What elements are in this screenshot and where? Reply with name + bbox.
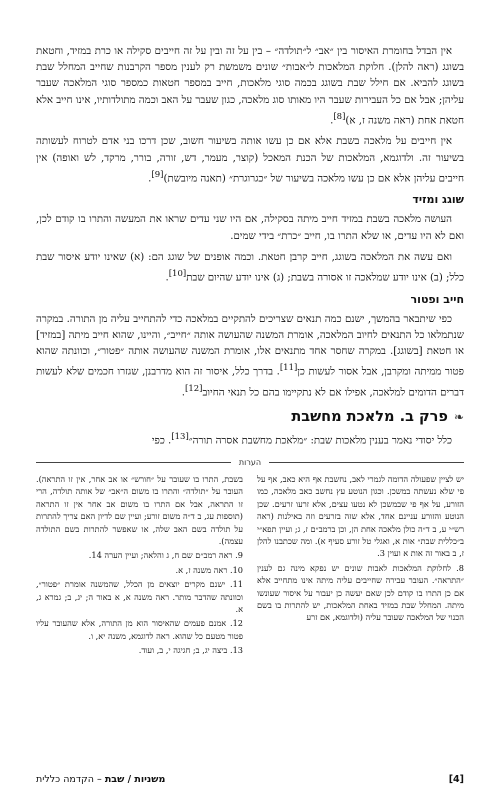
chapter-title: פרק ב. מלאכת מחשבת — [291, 409, 448, 426]
footnote-ref[interactable]: [11] — [279, 363, 298, 374]
page-number: [4] — [448, 774, 464, 785]
footnote-ref[interactable]: [10] — [168, 269, 187, 280]
body-paragraph-4: ואם עשה את המלאכה בשוגג, חייב קרבן חטאת. וכמה אופנים של שוגג הם: (א) שאינו יודע איסור שבת כלל; (ב) אינו יודע שמלאכה זו אסורה בשבת; (ג) אינו יודע שהיום שבת[10]. — [36, 251, 464, 284]
body-paragraph-3: העושה מלאכה בשבת במזיד חייב מיתה בסקילה, אם היו שני עדים שראו את המעשה והתרו בו קודם לכן, ואם לא היו עדים, או שלא התרו בו, חייב ״כרת״ בידי שמים. — [36, 214, 464, 242]
footnote-ref[interactable]: [13] — [171, 432, 189, 443]
paragraph-text: כפי שיתבאר בהמשך, ישנם כמה תנאים שצריכים להתקיים במלאכה כדי להתחייב עליה מן התורה. במקרה שנתמלאו כל התנאים לחיוב המלאכה, אומרת המשנה שהעושה אותה ״חייב״, והיינו, שהוא חייב מיתה [במזיד] או חטאת [בשוגג]. במקרה שחסר אחד מתנאים אלו, אומרת המשנה שהעושה אותה ״פטור״, וכוונתה שהוא פטור ממיתה ומקרבן, אבל אסור לעשות כן — [36, 313, 464, 378]
running-head — [36, 774, 165, 785]
chapter-heading — [36, 409, 464, 425]
footnote: 11. ישנם מקרים יוצאים מן הכלל, שהמשנה אומרת ״פטור״, וכוונתה שהדבר מותר. ראה משנה א, א באור ה; יג, ב; גמרא ג, א. — [36, 579, 243, 615]
page-footer — [36, 774, 464, 785]
paragraph-text: ואם עשה את המלאכה בשוגג, חייב קרבן חטאת. וכמה אופנים של שוגג הם: (א) שאינו יודע איסור שבת כלל; (ב) אינו יודע שמלאכה זו אסורה בשבת; (ג) אינו יודע שהיום שבת — [36, 251, 464, 284]
footnote: 8. לחלוקת המלאכות לאבות שונים יש נפקא מינה גם לענין ״התראה״. העובר עבירה שחייבים עליה מיתה אינו מתחייב אלא אם כן התרו בו קודם לכן שאם יעשה כן יעבור על איסור שעונשו מיתה. המחלל שבת במזיד באחת המלאכות, יש להתרות בו בשם הכנוי של המלאכה שעובר עליה (ולדוגמא, אם זרע — [257, 562, 464, 623]
footnote: 13. ביצה יג, ב; חגיגה י, ב, ועוד. — [138, 645, 243, 656]
body-paragraph-6 — [36, 429, 464, 450]
body-paragraph-2: אין חייבים על מלאכה בשבת אלא אם כן עשו אותה בשיעור חשוב, שכן דרכו בני אדם לטרוח לעשותה בשיעור זה. ולדוגמא, המלאכות של הכנת המאכל (קוצר, מעמר, דש, זורה, בורר, מרקד, לש ואופה) אין חייבים עליהן אלא אם כן עשו מלאכה בשיעור של ״כגרוגרת״ (תאנה מיובשת)[9]. — [36, 136, 464, 185]
fleuron-icon: ❧ — [453, 410, 464, 425]
footnote-ref[interactable]: [12] — [185, 383, 203, 394]
notes-column-left — [36, 473, 243, 659]
notes-column-right — [257, 473, 464, 626]
paragraph-text: . בדרך כלל, איסור זה הוא מדרבנן, שגזרו חכמים שלא לעשות דברים הדומים למלאכה, אפילו אם לא נתקיימו בהם כל תנאי החיוב — [36, 366, 464, 399]
footnote-ref[interactable]: [8] — [333, 111, 346, 122]
footnote: יש לציין שפעולה הדומה לגמרי לאב, נחשבת אף היא כאב, אף על פי שלא נעשתה במשכן. וכגון הנוטע עץ נחשב כאב מלאכה, כמו הזורע, על אף פי שבמשכן לא נטעו עצים, אלא זרעו זרעים. שכן הנוטע והזורע עניינם אחד, אלא שזה בזרעים וזה באילנות (ראה רש״י ע, ב ד״ה כולן מלאכה אחת הן, וכן ברמב״ם ז, ג; ועיין תפא״י ב״כללית שבת״ אות א, ואגלי טל זורע סעיף א). ומה שכתבנו להלן ז, ב באור זה אות א ועוין 3. — [257, 474, 464, 559]
notes-columns — [36, 473, 464, 659]
notes-divider — [36, 458, 464, 467]
paragraph-text: אין חייבים על מלאכה בשבת אלא אם כן עשו אותה בשיעור חשוב, שכן דרכו בני אדם לטרוח לעשותה בשיעור זה. ולדוגמא, המלאכות של הכנת המאכל (קוצר, מעמר, דש, זורה, בורר, מרקד, לש ואופה) אין חייבים עליהן אלא אם כן עשו מלאכה בשיעור של ״כגרוגרת״ (תאנה מיובשת) — [36, 136, 464, 185]
notes-label: הערות — [238, 458, 262, 467]
paragraph-text: כלל יסודי נאמר בענין מלאכות שבת: ״מלאכת מחשבת אסרה תורה״ — [188, 435, 452, 447]
paragraph-text: אין הבדל בחומרת האיסור בין ״אב״ ל״תולדה״ – בין על זה ובין על זה חייבים סקילה או כרת במזיד, וחטאת בשוגג (ראה להלן). חלוקת המלאכות ל״אבות״ שונים משמשת רק לענין מספר הקרבנות שחייב המחלל שבת בשוגג להביא. אם חילל שבת בשוגג בכמה סוגי מלאכות, חייב במספר חטאות כמספר סוגי המלאכה שעבר עליהן; אבל אם כל העבירות שעבר היו מאותו סוג מלאכה, כגון שעבר על האב וכמה מתולדותיו, אינו חייב אלא חטאת אחת (ראה משנה ז, א) — [36, 46, 464, 127]
running-head-title: משניות / שבת — [104, 774, 166, 785]
divider-line — [36, 462, 231, 463]
section-heading-chayav-upatur: חייב ופטור — [410, 292, 464, 306]
footnote-ref[interactable]: [9] — [151, 169, 164, 180]
paragraph-text: . כפי — [151, 435, 172, 447]
divider-line — [269, 462, 464, 463]
footnote: בשבת, התרו בו שעובר על ״חורש״ או אב אחר, אין זו התראה). העובר על ״תולדה״ והתרו בו משום ה״אב״ של אותה תולדה, הרי זו התראה, אבל אם התרו בו משום אב אחר אין זו התראה (תוספות עג, ב ד״ה משום זורע; ועיין שם לדיון האם צריך להתרות על תולדה בשם האב שלה, או שאפשר להתרות בשם התולדה עצמה). — [36, 474, 243, 547]
footnote: 10. ראה משנה ז, א. — [175, 564, 243, 575]
body-paragraph-5: כפי שיתבאר בהמשך, ישנם כמה תנאים שצריכים להתקיים במלאכה כדי להתחייב עליה מן התורה. במקרה שנתמלאו כל התנאים לחיוב המלאכה, אומרת המשנה שהעושה אותה ״חייב״, והיינו, שהוא חייב מיתה [במזיד] או חטאת [בשוגג]. במקרה שחסר אחד מתנאים אלו, אומרת המשנה שהעושה אותה ״פטור״, וכוונתה שהוא פטור ממיתה ומקרבן, אבל אסור לעשות כן[11]. בדרך כלל, איסור זה הוא מדרבנן, שגזרו חכמים שלא לעשות דברים הדומים למלאכה, אפילו אם לא נתקיימו בהם כל תנאי החיוב[12]. — [36, 313, 464, 399]
section-heading-shogeg-umezid: שוגג ומזיד — [412, 193, 464, 207]
body-paragraph-1: אין הבדל בחומרת האיסור בין ״אב״ ל״תולדה״ – בין על זה ובין על זה חייבים סקילה או כרת במזיד, וחטאת בשוגג (ראה להלן). חלוקת המלאכות ל״אבות״ שונים משמשת רק לענין מספר הקרבנות שחייב המחלל שבת בשוגג להביא. אם חילל שבת בשוגג בכמה סוגי מלאכות, חייב במספר חטאות כמספר סוגי המלאכה שעבר עליהן; אבל אם כל העבירות שעבר היו מאותו סוג מלאכה, כגון שעבר על האב וכמה מתולדותיו, אינו חייב אלא חטאת אחת (ראה משנה ז, א)[8]. — [36, 46, 464, 127]
footnote: 9. ראה רמב״ם שם ח, ג והלאה; ועיין הערה 14. — [88, 550, 243, 561]
running-head-subtitle: – הקדמה כללית — [36, 774, 102, 785]
footnote: 12. אמנם פעמים שהאיסור הוא מן התורה, אלא שהעובר עליו פטור מטעם כל שהוא. ראה לדוגמא, משנה יא, ו. — [36, 618, 243, 641]
